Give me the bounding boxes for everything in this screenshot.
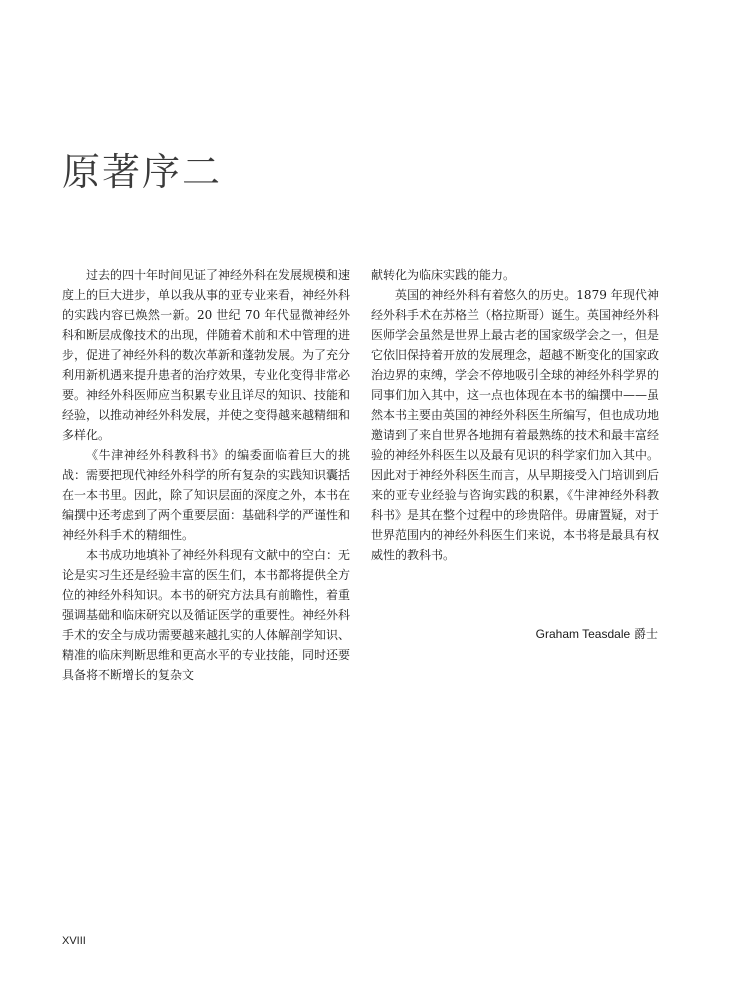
signature-title: 爵士 — [633, 627, 658, 641]
paragraph: 本书成功地填补了神经外科现有文献中的空白：无论是实习生还是经验丰富的医生们，本书都将提供全方位的神经外科知识。本书的研究方法具有前瞻性，着重强调基础和临床研究以及循证医学的重要性。神经外科手术的安全与成功需要越来越扎实的人体解剖学知识、精准的临床判断思维和更高水平的专业技能，同时还要具备将不断增长的复杂文 — [62, 548, 351, 682]
paragraph: 英国的神经外科有着悠久的历史。1879 年现代神经外科手术在苏格兰（格拉斯哥）诞生。英国神经外科医师学会虽然是世界上最古老的国家级学会之一，但是它依旧保持着开放的发展理念，超越不断变化的国家政治边界的束缚，学会不停地吸引全球的神经外科学界的同事们加入其中，这一点也体现在本书的编撰中——虽然本书主要由英国的神经外科医生所编写，但也成功地邀请到了来自世界各地拥有着最熟练的技术和最丰富经验的神经外科医生以及最有见识的科学家们加入其中。因此对于神经外科医生而言，从早期接受入门培训到后来的亚专业经验与咨询实践的积累，《牛津神经外科教科书》是其在整个过程中的珍贵陪伴。毋庸置疑，对于世界范围内的神经外科医生们来说，本书将是最具有权威性的教科书。 — [371, 288, 660, 562]
signature — [536, 624, 658, 644]
paragraph: 《牛津神经外科教科书》的编委面临着巨大的挑战：需要把现代神经外科学的所有复杂的实践知识囊括在一本书里。因此，除了知识层面的深度之外，本书在编撰中还考虑到了两个重要层面：基础科学的严谨性和神经外科手术的精细性。 — [62, 448, 351, 542]
paragraph: 过去的四十年时间见证了神经外科在发展规模和速度上的巨大进步，单以我从事的亚专业来看，神经外科的实践内容已焕然一新。20 世纪 70 年代显微神经外科和断层成像技术的出现，伴随着术前和术中管理的进步，促进了神经外科的数次革新和蓬勃发展。为了充分利用新机遇来提升患者的治疗效果，专业化变得非常必要。神经外科医师应当积累专业且详尽的知识、技能和经验，以推动神经外科发展，并使之变得越来越精细和多样化。 — [62, 268, 351, 442]
left-column — [62, 265, 350, 685]
right-column — [371, 265, 659, 565]
signature-name: Graham Teasdale — [535, 627, 631, 641]
paragraph-continuation: 献转化为临床实践的能力。 — [371, 268, 516, 282]
page-number: XVIII — [62, 935, 86, 947]
page-title: 原著序二 — [62, 150, 223, 194]
